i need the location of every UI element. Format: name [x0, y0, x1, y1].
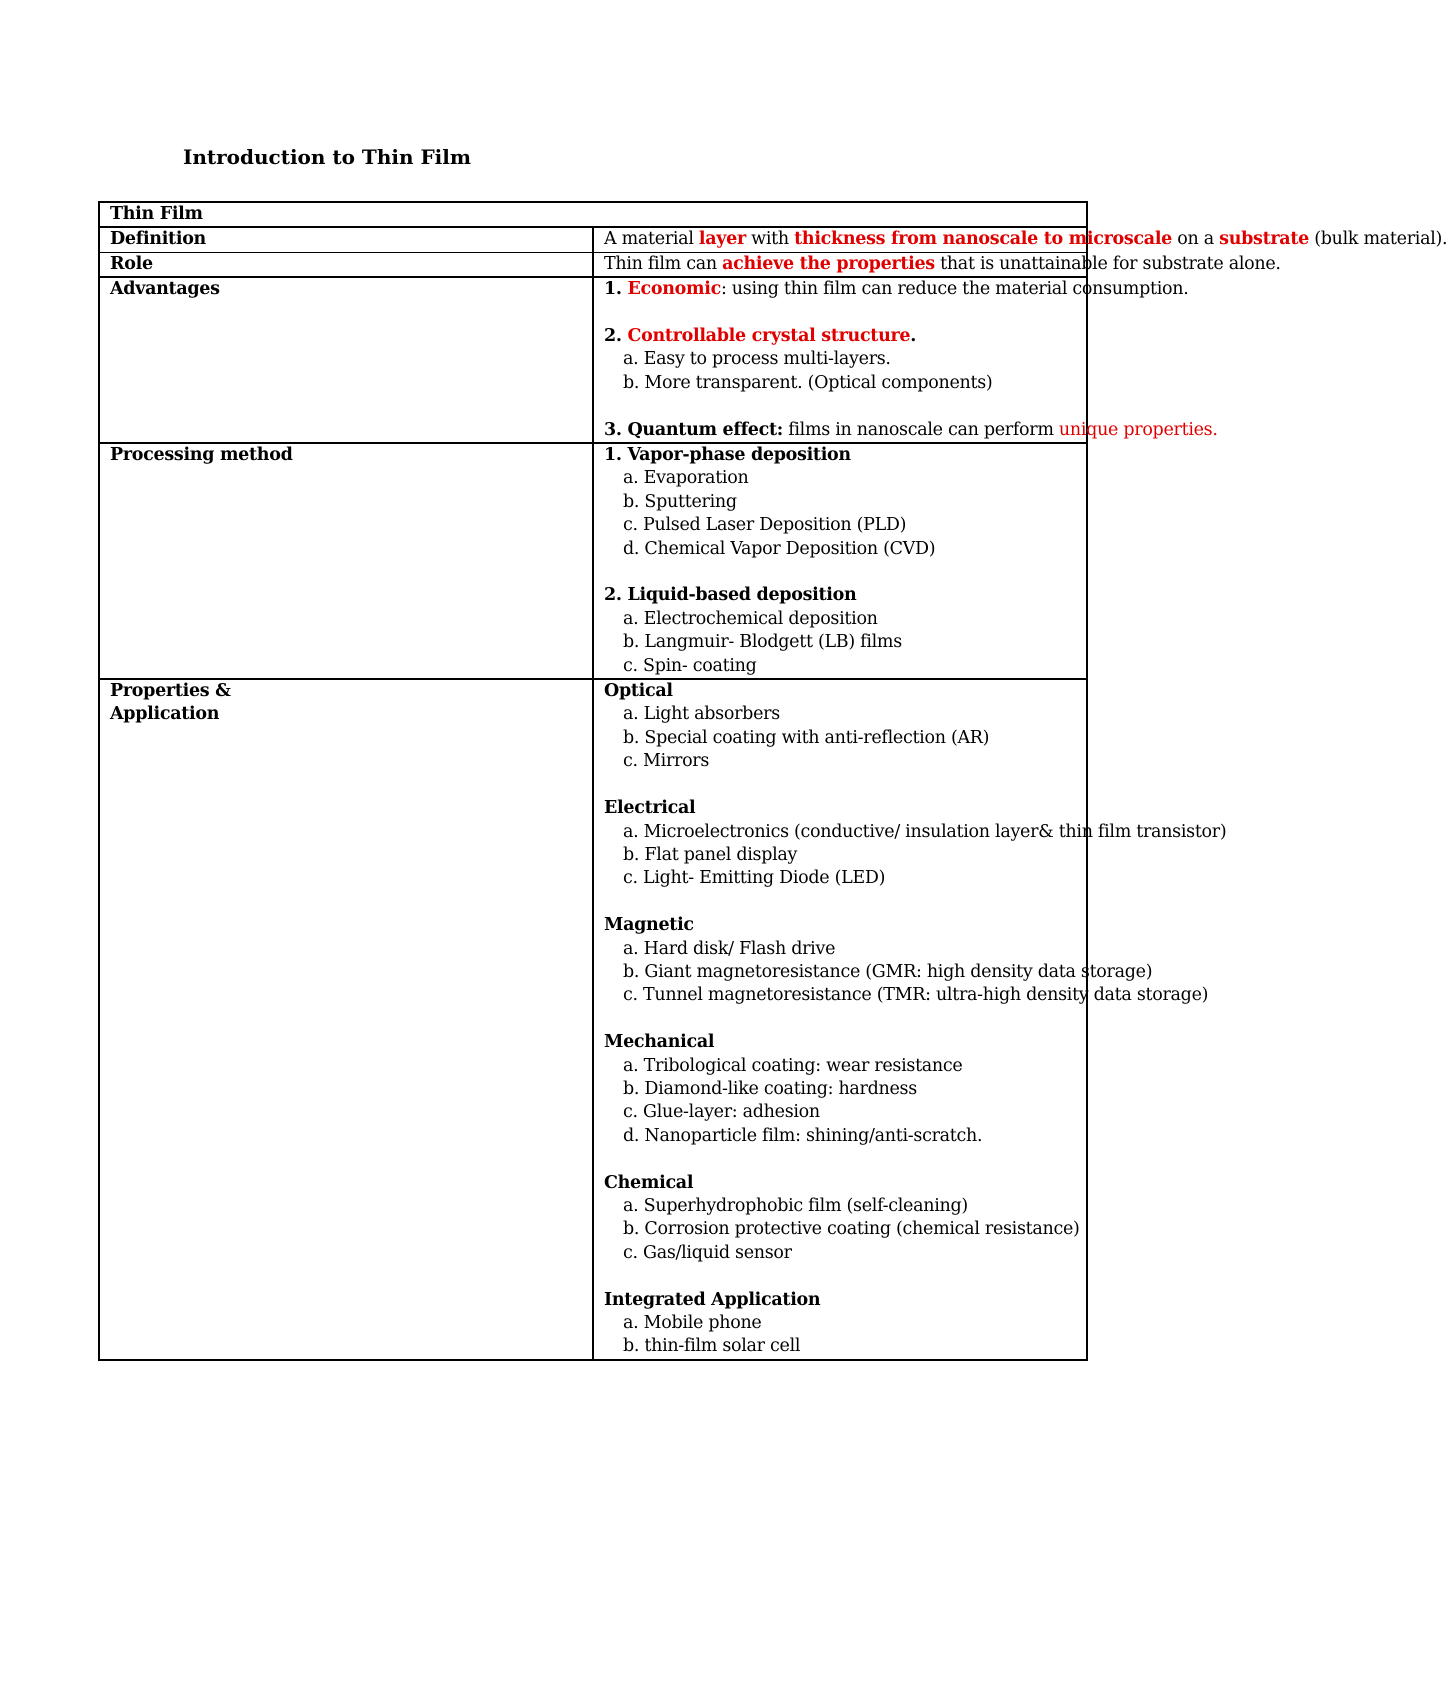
advantages-row — [99, 277, 1087, 443]
advantage-item — [604, 278, 1189, 301]
list-item: b. thin-film solar cell — [623, 1336, 801, 1357]
item-heading: Controllable crystal structure — [627, 326, 911, 347]
definition-text — [593, 227, 1447, 252]
list-item: b. Langmuir- Blodgett (LB) films — [623, 632, 902, 653]
text-run: Thin film can — [604, 253, 723, 274]
list-item: c. Light- Emitting Diode (LED) — [623, 868, 886, 889]
definition-row — [99, 227, 1087, 252]
properties-label — [99, 679, 593, 1360]
highlight-thickness: thickness from nanoscale to microscale — [794, 229, 1172, 250]
processing-row — [99, 443, 1087, 679]
group-heading: 1. Vapor-phase deposition — [604, 445, 851, 466]
group-heading: Chemical — [604, 1172, 694, 1193]
role-text — [593, 252, 1281, 277]
list-item: b. Special coating with anti-reflection (AR) — [623, 727, 990, 748]
advantages-content — [593, 277, 1218, 443]
item-number: 1. — [604, 279, 628, 300]
item-heading: 3. Quantum effect: — [604, 419, 783, 440]
processing-content — [593, 443, 1087, 679]
item-number: 2. — [604, 326, 628, 347]
group-heading: 2. Liquid-based deposition — [604, 585, 857, 606]
group-heading: Mechanical — [604, 1032, 715, 1053]
properties-content — [593, 679, 1227, 1360]
list-item: c. Spin- coating — [623, 655, 757, 676]
list-item: c. Mirrors — [623, 751, 710, 772]
list-item: c. Tunnel magnetoresistance (TMR: ultra-high density data storage) — [623, 985, 1209, 1006]
sub-item: b. More transparent. (Optical components) — [623, 372, 993, 393]
group-heading: Integrated Application — [604, 1289, 821, 1310]
table-header: Thin Film — [99, 202, 1087, 227]
properties-row — [99, 679, 1087, 1360]
advantage-item — [604, 419, 1218, 442]
list-item: d. Chemical Vapor Deposition (CVD) — [623, 538, 936, 559]
list-item: a. Tribological coating: wear resistance — [623, 1055, 963, 1076]
item-text: : using thin film can reduce the material consumption. — [720, 279, 1189, 300]
label-line: Properties & — [110, 681, 231, 702]
list-item: b. Corrosion protective coating (chemical resistance) — [623, 1219, 1080, 1240]
list-item: c. Gas/liquid sensor — [623, 1242, 792, 1263]
advantages-label: Advantages — [99, 277, 593, 443]
definition-label: Definition — [99, 227, 593, 252]
list-item: a. Hard disk/ Flash drive — [623, 938, 836, 959]
item-text: films in nanoscale can perform — [782, 419, 1059, 440]
list-item: b. Giant magnetoresistance (GMR: high density data storage) — [623, 961, 1153, 982]
list-item: b. Diamond-like coating: hardness — [623, 1078, 917, 1099]
text-run: A material — [604, 229, 699, 250]
group-heading: Magnetic — [604, 915, 694, 936]
list-item: c. Pulsed Laser Deposition (PLD) — [623, 515, 907, 536]
item-punct: . — [910, 326, 917, 347]
list-item: c. Glue-layer: adhesion — [623, 1102, 820, 1123]
list-item: a. Superhydrophobic film (self-cleaning) — [623, 1195, 968, 1216]
sub-item: a. Easy to process multi-layers. — [623, 349, 891, 370]
table-header-row — [99, 202, 1087, 227]
list-item: d. Nanoparticle film: shining/anti-scratch. — [623, 1125, 983, 1146]
label-line: Application — [110, 704, 220, 725]
list-item: b. Flat panel display — [623, 844, 798, 865]
text-run: that is unattainable for substrate alone. — [934, 253, 1281, 274]
list-item: a. Light absorbers — [623, 704, 780, 725]
list-item: b. Sputtering — [623, 491, 737, 512]
role-row — [99, 252, 1087, 277]
advantage-item — [604, 325, 1076, 348]
list-item: a. Mobile phone — [623, 1312, 762, 1333]
group-heading: Optical — [604, 681, 673, 702]
highlight-layer: layer — [698, 229, 746, 250]
thin-film-table — [98, 201, 1447, 1361]
highlight-substrate: substrate — [1219, 229, 1309, 250]
item-heading: Economic — [627, 279, 721, 300]
processing-label: Processing method — [99, 443, 593, 679]
group-heading: Electrical — [604, 798, 696, 819]
list-item: a. Microelectronics (conductive/ insulation layer& thin film transistor) — [623, 821, 1227, 842]
role-label: Role — [99, 252, 593, 277]
item-highlight: unique properties. — [1058, 419, 1218, 440]
text-run: (bulk material). — [1308, 229, 1447, 250]
list-item: a. Evaporation — [623, 468, 749, 489]
text-run: with — [745, 229, 795, 250]
highlight-properties: achieve the properties — [722, 253, 935, 274]
list-item: a. Electrochemical deposition — [623, 608, 878, 629]
text-run: on a — [1172, 229, 1220, 250]
page-title: Introduction to Thin Film — [183, 145, 472, 169]
